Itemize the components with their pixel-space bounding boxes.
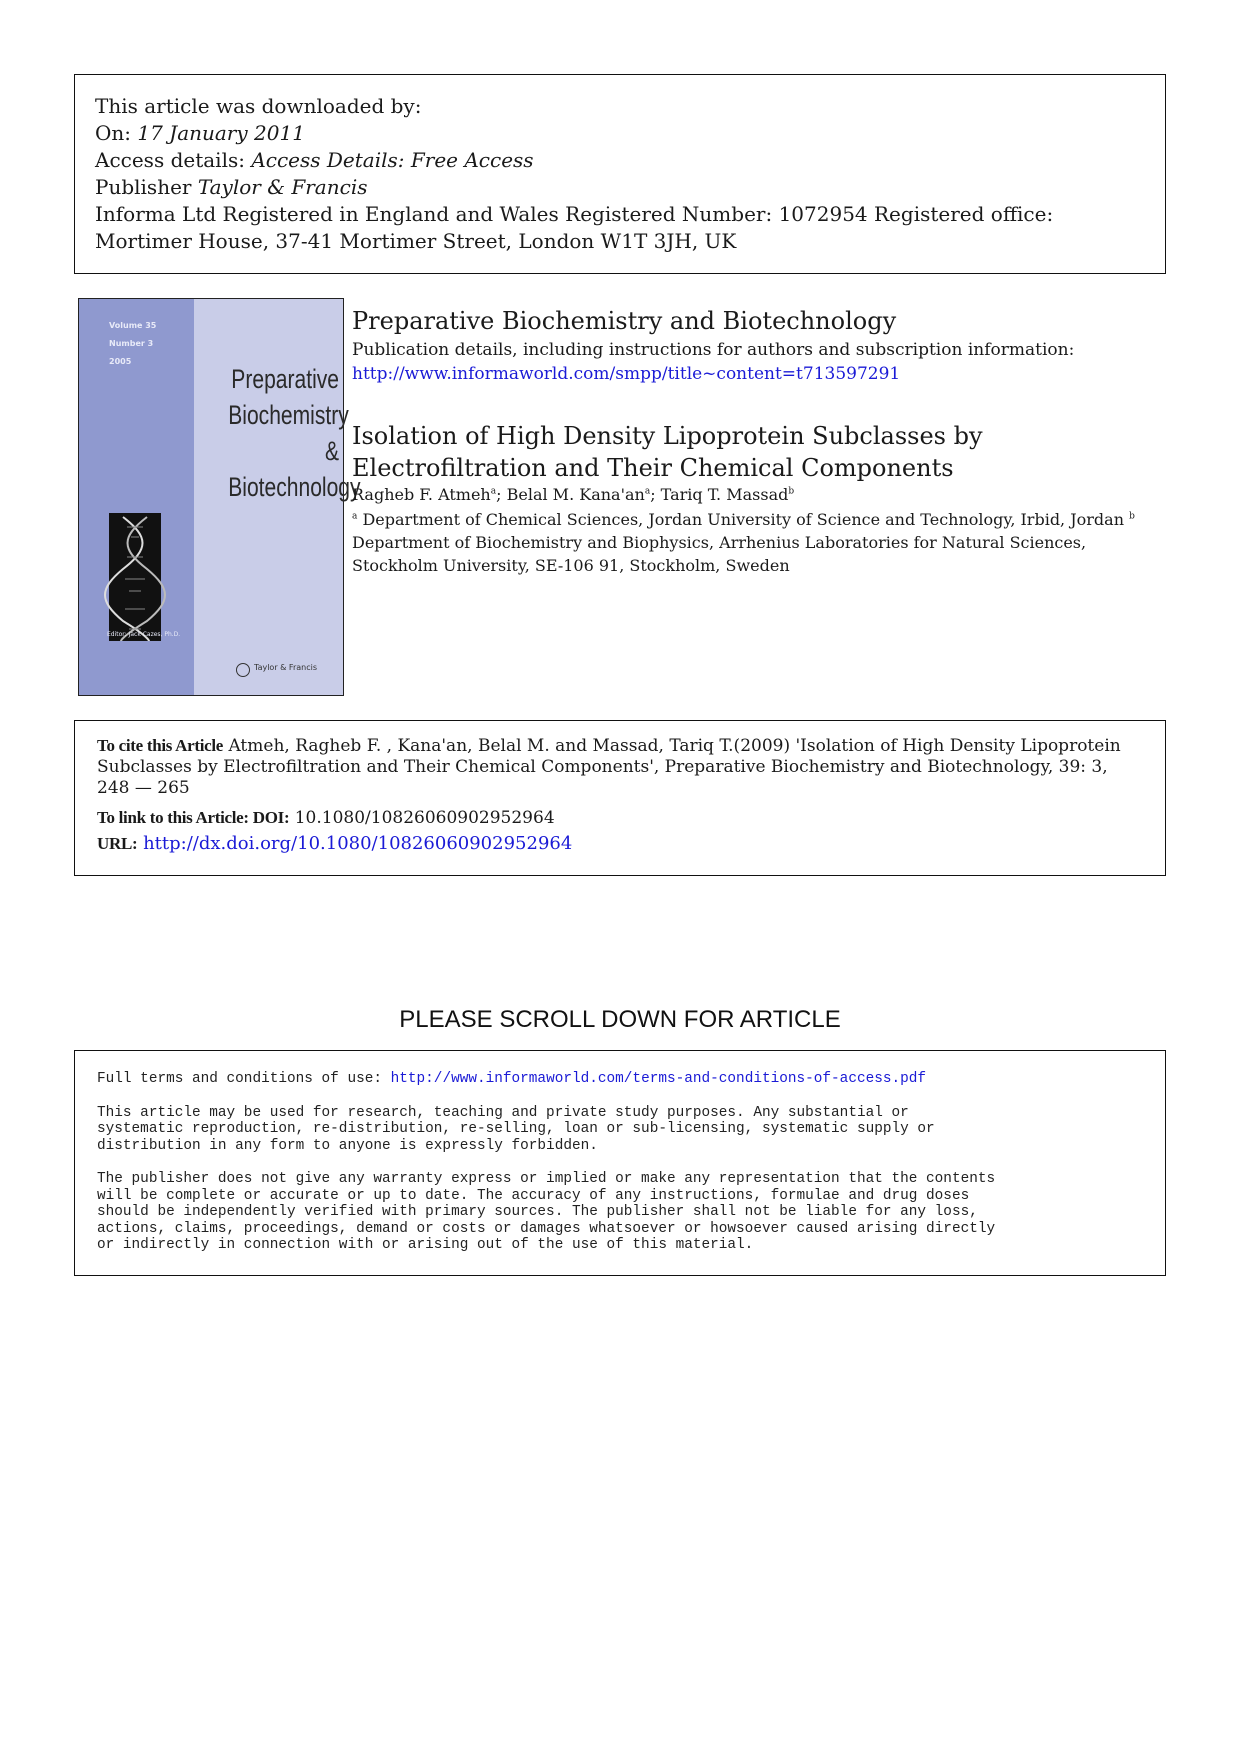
cover-year: 2005 (109, 357, 132, 366)
publication-details-text: Publication details, including instructions for authors and subscription information: (352, 340, 1075, 360)
access-details (95, 147, 1145, 174)
on-label: On: (95, 121, 132, 145)
terms-usage: This article may be used for research, teaching and private study purposes. Any substantial or systematic reproduction, re-distribution, re-selling, loan or sub-licensing, systematic supply or distribution in any form to anyone is expressly forbidden. (97, 1104, 935, 1154)
publisher-value: Taylor & Francis (197, 175, 368, 199)
url-label: URL: (97, 834, 138, 853)
affiliation-b-marker: b (1129, 511, 1135, 522)
cover-volume: Volume 35 (109, 321, 157, 330)
author-3-affil: b (788, 486, 795, 497)
author-2-affil: a (644, 486, 651, 497)
doi-value: 10.1080/10826060902952964 (289, 808, 555, 828)
terms-box (74, 1050, 1166, 1276)
author-1: Ragheb F. Atmeh (352, 485, 491, 504)
download-info-box (74, 74, 1166, 274)
access-label: Access details: (95, 148, 245, 172)
cover-number: Number 3 (109, 339, 154, 348)
access-value: Access Details: Free Access (251, 148, 534, 172)
url-row (97, 831, 1143, 857)
publisher (95, 174, 1145, 201)
author-3: Tariq T. Massad (660, 485, 789, 504)
journal-url-link[interactable]: http://www.informaworld.com/smpp/title~content=t713597291 (352, 364, 901, 384)
taylor-francis-logo-icon (236, 663, 250, 677)
downloaded-by: This article was downloaded by: (95, 94, 422, 118)
cover-title (228, 361, 361, 505)
doi-url-link[interactable]: http://dx.doi.org/10.1080/10826060902952964 (137, 833, 573, 854)
affiliation-b: Department of Biochemistry and Biophysics, Arrhenius Laboratories for Natural Sciences, Stockholm University, SE-106 91, Stockholm, Sweden (352, 533, 1087, 575)
publisher-label: Publisher (95, 175, 192, 199)
journal-cover-image (78, 298, 361, 696)
cover-title-line3: Biotechnology (228, 472, 361, 502)
author-separator: ; (650, 485, 661, 504)
download-date (95, 120, 1145, 147)
terms-url-line (97, 1071, 1143, 1088)
author-2: Belal M. Kana'an (506, 485, 645, 504)
terms-url-link[interactable]: http://www.informaworld.com/terms-and-conditions-of-access.pdf (390, 1071, 927, 1087)
cover-publisher: Taylor & Francis (254, 663, 317, 672)
affiliations (352, 508, 1172, 577)
author-1-affil: a (490, 486, 497, 497)
publication-details (352, 338, 1074, 386)
cover-editor: Editor: Jack Cazes, Ph.D. (107, 631, 181, 638)
scroll-down-note: PLEASE SCROLL DOWN FOR ARTICLE (399, 1006, 841, 1033)
affiliation-a: Department of Chemical Sciences, Jordan University of Science and Technology, Irbid, Jordan (357, 510, 1130, 529)
registered-office: Informa Ltd Registered in England and Wales Registered Number: 1072954 Registered office: Mortimer House, 37-41 Mortimer Street, London W1T 3JH, UK (95, 202, 1054, 253)
cover-title-line1: Preparative (231, 364, 339, 394)
dna-helix-image (109, 513, 161, 641)
author-separator: ; (496, 485, 507, 504)
article-title: Isolation of High Density Lipoprotein Subclasses by Electrofiltration and Their Chemical Components (352, 422, 983, 482)
journal-name: Preparative Biochemistry and Biotechnology (352, 307, 897, 335)
citation (97, 735, 1143, 799)
on-value: 17 January 2011 (137, 121, 305, 145)
cite-text: Atmeh, Ragheb F. , Kana'an, Belal M. and Massad, Tariq T.(2009) 'Isolation of High Density Lipoprotein Subclasses by Electrofiltration and Their Chemical Components', Preparative Biochemistry and Biotechnology, 39: 3, 248 — 265 (97, 736, 1121, 798)
doi-row (97, 805, 1143, 831)
terms-label: Full terms and conditions of use: (97, 1071, 391, 1087)
cite-label: To cite this Article (97, 736, 224, 755)
terms-disclaimer: The publisher does not give any warranty express or implied or make any representation that the contents will be complete or accurate or up to date. The accuracy of any instructions, formulae and drug doses should be independently verified with primary sources. The publisher shall not be liable for any loss, actions, claims, proceedings, demand or costs or damages whatsoever or howsoever caused arising directly or indirectly in connection with or arising out of the use of this material. (97, 1171, 996, 1253)
affiliation-a-marker: a (352, 511, 358, 522)
link-label: To link to this Article: DOI: (97, 808, 290, 827)
citation-box (74, 720, 1166, 876)
author-list (352, 484, 794, 506)
cover-title-line2: Biochemistry & (228, 400, 349, 466)
